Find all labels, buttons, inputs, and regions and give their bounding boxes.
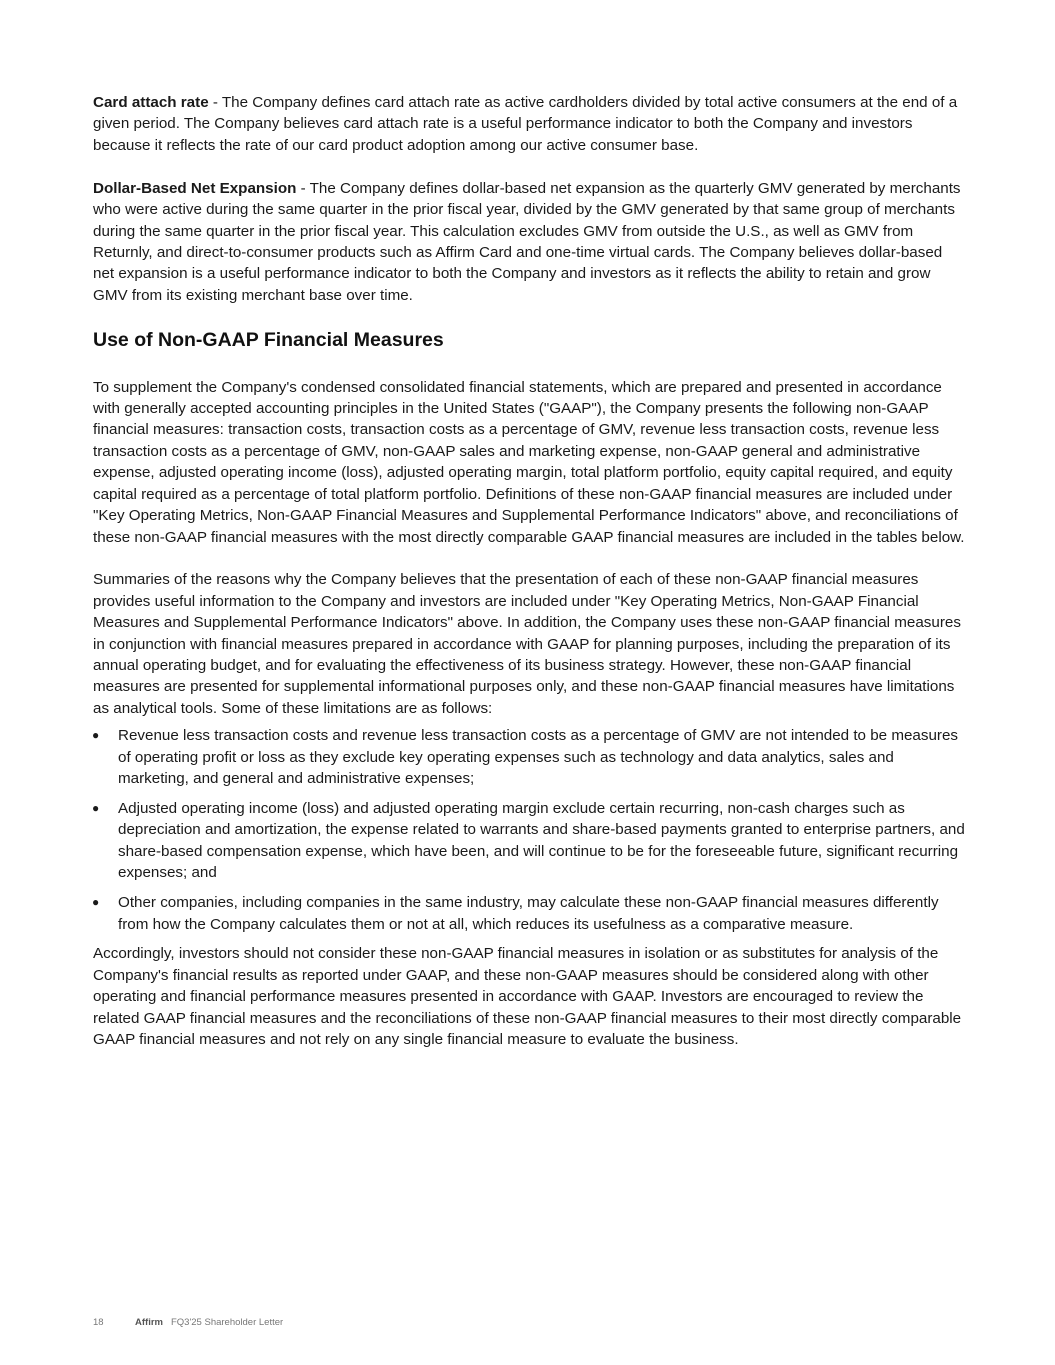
card-attach-rate-definition: - The Company defines card attach rate as active cardholders divided by total active consumers at the end of a given period. The Company believes card attach rate is a useful performance indicator to both the Company and investors because it reflects the rate of our card product adoption among our active consumer base. xyxy=(93,94,958,154)
accordingly-paragraph: Accordingly, investors should not consider these non-GAAP financial measures in isolation or as substitutes for analysis of the Company's financial results as reported under GAAP, and these non-GAAP measures should be considered along with other operating and financial performance measures presented in accordance with GAAP. Investors are encouraged to review the related GAAP financial measures and the reconciliations of these non-GAAP financial measures to their most directly comparable GAAP financial measures and not rely on any single financial measure to evaluate the business. xyxy=(93,945,962,1049)
list-item xyxy=(93,798,965,884)
list-item xyxy=(93,725,965,789)
limitations-list xyxy=(93,725,965,935)
dollar-based-net-expansion-term: Dollar-Based Net Expansion xyxy=(93,179,297,197)
dollar-based-net-expansion-definition: - The Company defines dollar-based net expansion as the quarterly GMV generated by merchants who were active during the same quarter in the prior fiscal year, divided by the GMV generated by that same group of merchants during the same quarter in the prior fiscal year. This calculation excludes GMV from outside the U.S., as well as GMV from Returnly, and direct-to-consumer products such as Affirm Card and one-time virtual cards. The Company believes dollar-based net expansion is a useful performance indicator to both the Company and investors as it reflects the ability to retain and grow GMV from its existing merchant base over time. xyxy=(93,179,961,304)
section-heading: Use of Non-GAAP Financial Measures xyxy=(93,328,444,351)
bullet-icon: ● xyxy=(92,800,100,815)
bullet-icon: ● xyxy=(92,728,100,743)
list-item-text: Other companies, including companies in the same industry, may calculate these non-GAAP financial measures differently from how the Company calculates them or not at all, which reduces its usefulness as a comparative measure. xyxy=(118,894,939,933)
brand-name: Affirm xyxy=(135,1317,163,1328)
card-attach-rate-term: Card attach rate xyxy=(93,94,209,111)
bullet-icon: ● xyxy=(92,895,100,910)
card-attach-rate-paragraph xyxy=(93,92,965,156)
supplement-paragraph: To supplement the Company's condensed consolidated financial statements, which are prepared and presented in accordance with generally accepted accounting principles in the United States ("GAAP"), the Company presents the following non-GAAP financial measures: transaction costs, transaction costs as a percentage of GMV, revenue less transaction costs, revenue less transaction costs as a percentage of GMV, non-GAAP sales and marketing expense, non-GAAP general and administrative expense, adjusted operating income (loss), adjusted operating margin, total platform portfolio, equity capital required, and equity capital required as a percentage of total platform portfolio. Definitions of these non-GAAP financial measures are included under "Key Operating Metrics, Non-GAAP Financial Measures and Supplemental Performance Indicators" above, and reconciliations of these non-GAAP financial measures with the most directly comparable GAAP financial measures are included in the tables below. xyxy=(93,378,965,546)
page-footer xyxy=(93,1317,283,1328)
page-number: 18 xyxy=(93,1317,104,1328)
list-item-text: Revenue less transaction costs and revenue less transaction costs as a percentage of GMV are not intended to be measures of operating profit or loss as they exclude key operating expenses such as technology and data analytics, sales and marketing, and general and administrative expenses; xyxy=(118,727,959,788)
dollar-based-net-expansion-paragraph xyxy=(93,178,965,306)
document-body xyxy=(93,92,965,1050)
list-item xyxy=(93,892,965,935)
list-item-text: Adjusted operating income (loss) and adjusted operating margin exclude certain recurring, non-cash charges such as depreciation and amortization, the expense related to warrants and share-based payments granted to enterprise partners, and share-based compensation expense, which have been, and will continue to be for the foreseeable future, significant recurring expenses; and xyxy=(118,799,965,882)
summaries-paragraph: Summaries of the reasons why the Company believes that the presentation of each of these non-GAAP financial measures provides useful information to the Company and investors are included under "Key Operating Metrics, Non-GAAP Financial Measures and Supplemental Performance Indicators" above. In addition, the Company uses these non-GAAP financial measures in conjunction with financial measures prepared in accordance with GAAP for planning purposes, including the preparation of its annual operating budget, and for evaluating the effectiveness of its business strategy. However, these non-GAAP financial measures are presented for supplemental informational purposes only, and these non-GAAP financial measures have limitations as analytical tools. Some of these limitations are as follows: xyxy=(93,571,961,717)
document-title: FQ3'25 Shareholder Letter xyxy=(170,1317,284,1328)
